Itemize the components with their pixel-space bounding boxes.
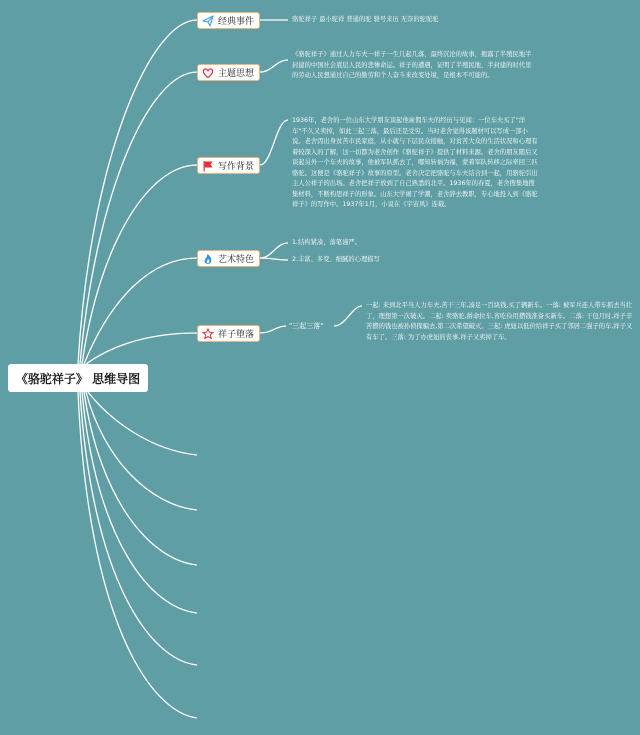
- star-icon: [202, 328, 214, 340]
- branch-label: 写作背景: [218, 162, 255, 172]
- link-branch-2: [80, 72, 197, 364]
- note-theme: 《骆驼祥子》通过人力车夫一祥子一生几起几落、最终沉沦的故事，揭露了半殖民地半封建的中国社会底层人民的悲惨命运。祥子的遭遇，证明了半殖民地、半封建的时代里的劳动人民想通过自己的勤劳和个人奋斗来改变处境，是根本不可能的。: [292, 51, 532, 79]
- link-branch-4: [84, 258, 197, 364]
- branch-background[interactable]: [197, 157, 260, 174]
- branch-theme[interactable]: [197, 64, 260, 81]
- link-empty-1: [88, 392, 197, 455]
- heart-icon: [202, 67, 214, 79]
- branch-label: 主题思想: [218, 69, 255, 79]
- link-empty-4: [82, 392, 197, 613]
- link-branch-5: [86, 333, 197, 364]
- central-topic[interactable]: [8, 364, 148, 392]
- note-xiangzi-fall: 一起: 来到北平当人力车夫,苦干三年,凑足一百块钱,买了辆新车。一落: 被军兵连人带车抓去当壮丁，理想第一次破灭。二起: 卖骆驼,拼命拉车,省吃俭用攒钱准备买新车。二落: 干包月时,祥子辛苦攒的钱也被孙侦探骗去,第二次希望破灭。三起: 虎妞以低价给祥子买了邻居二强子的车,祥子又有车了。三落: 为了办虎妞的丧事,祥子又卖掉了车。: [366, 302, 633, 341]
- branch-label: 艺术特色: [218, 255, 255, 265]
- link-empty-3: [84, 392, 197, 565]
- branch-label: 祥子堕落: [218, 330, 255, 340]
- note-classic-events: 骆驼祥子 最小驼祥 普通的驼 骆号来历 无奈的驼驼驼: [292, 16, 439, 23]
- branch-xiangzi-fall[interactable]: [197, 325, 260, 342]
- flame-icon: [202, 253, 214, 265]
- paper-plane-icon: [202, 15, 214, 27]
- note-art-feature-1: 1.结构紧凑，落笔谨严。: [292, 239, 361, 246]
- link-empty-2: [86, 392, 197, 510]
- sublabel-three-rises-falls: "三起三落": [289, 322, 324, 330]
- link-empty-5: [80, 392, 197, 665]
- link-branch-1: [78, 20, 197, 364]
- central-title: 《骆驼祥子》 思维导图: [15, 371, 141, 386]
- note-background: 1936年，老舍的一位山东大学朋友谈起他雇佣车夫的经历与见闻：一位车夫买了"洋车"不久又卖掉，如此三起三落，最后还是受穷。当时老舍觉得该题材可以写成一部小说。老舍因出身贫苦市民家庭，从小就与下层民众接触，对贫苦大众的生活状况和心理有着较深入的了解，这一切都为老舍创作《骆驼祥子》提供了材料来源。老舍的朋友随后又谈起另外一个车夫的故事，他被军队抓去了，哪知转祸为福，蒙着军队转移之际牵回三匹骆驼。这便是《骆驼祥子》故事的原型。老舍决定把骆驼与车夫结合到一起，用骆驼引出主人公祥子的出场。老舍把祥子放到了自己熟悉的北平。1936年的春夏，老舍搜集地搜集材料，不断构思祥子的形象。山东大学闹了学潮，老舍辞去教职，专心地投入到《骆驼祥子》的写作中。1937年1月，小说在《宇宙风》连载。: [292, 117, 538, 208]
- note-art-feature-2: 2.丰富、多变、细腻的心理描写: [292, 256, 380, 263]
- link-empty-6: [78, 392, 197, 718]
- flag-icon: [202, 160, 214, 172]
- branch-classic-events[interactable]: [197, 12, 260, 29]
- branch-art-features[interactable]: [197, 250, 260, 267]
- branch-label: 经典事件: [218, 17, 255, 27]
